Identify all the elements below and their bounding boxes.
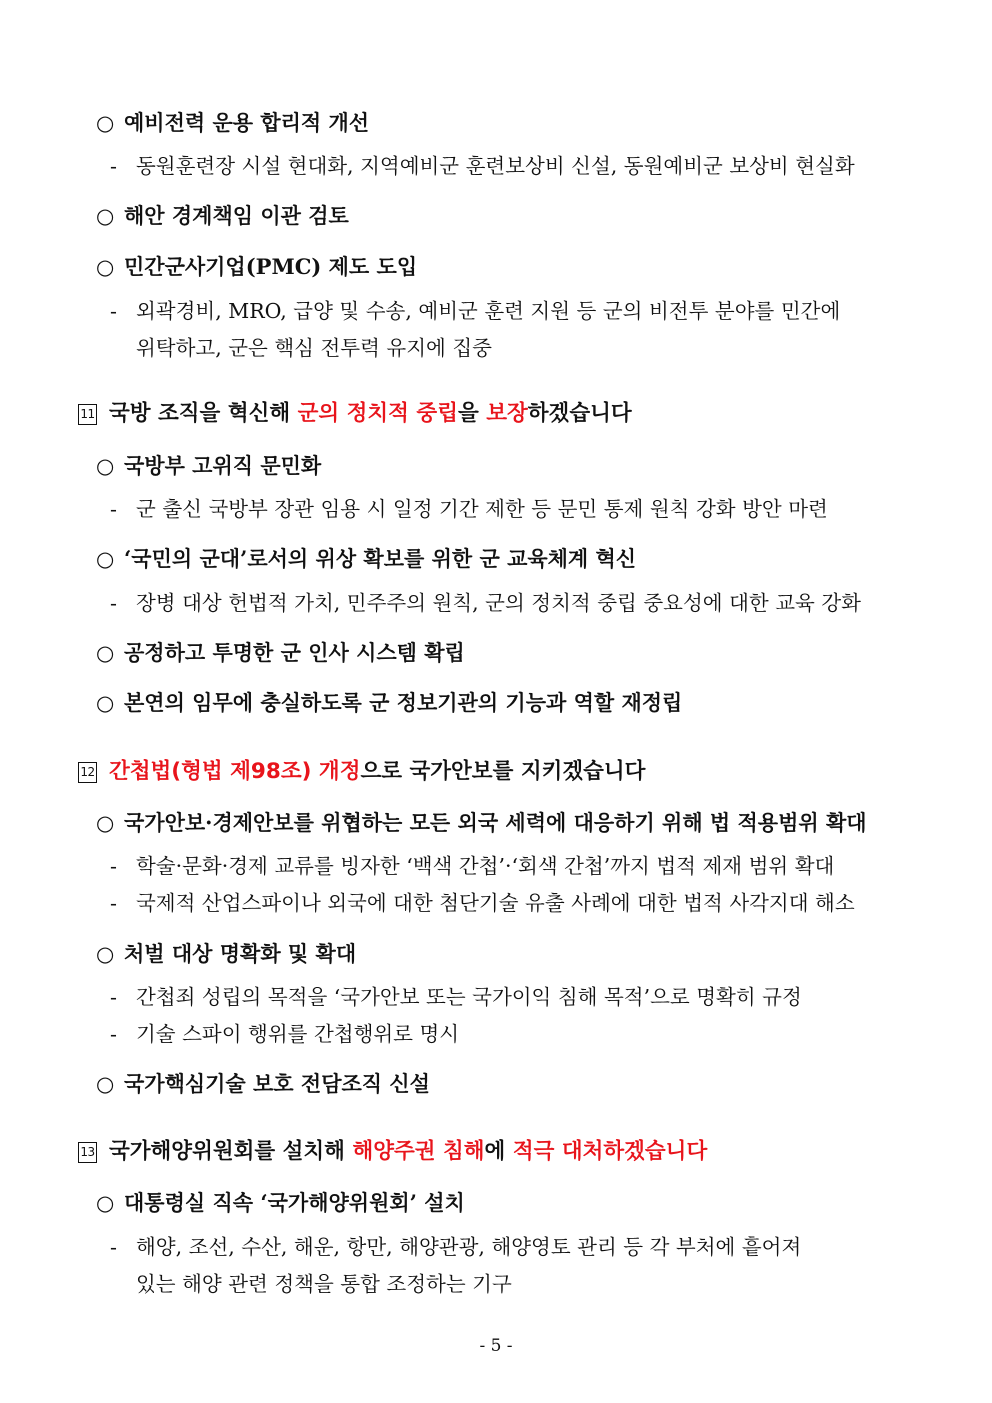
item-text: 민간군사기업(PMC) 제도 도입 (124, 254, 418, 279)
sub-item: - 국제적 산업스파이나 외국에 대한 첨단기술 유출 사례에 대한 법적 사각지대 해소 (110, 891, 855, 915)
circle-bullet: ○ (96, 691, 115, 715)
sub-item-text: 동원훈련장 시설 현대화, 지역예비군 훈련보상비 신설, 동원예비군 보상비 현실화 (136, 154, 855, 178)
circle-bullet: ○ (96, 547, 115, 571)
section-heading-12: 12 간첩법(형법 제98조) 개정으로 국가안보를 지키겠습니다 (78, 754, 645, 785)
circle-bullet: ○ (96, 204, 115, 228)
circle-bullet: ○ (96, 811, 115, 835)
dash-bullet: - (110, 497, 117, 521)
bullet-item: ○ 국방부 고위직 문민화 (96, 453, 322, 478)
dash-bullet: - (110, 985, 117, 1009)
dash-bullet: - (110, 154, 117, 178)
bullet-item (96, 200, 349, 230)
circle-bullet: ○ (96, 1072, 115, 1096)
item-text: 예비전력 운용 합리적 개선 (124, 110, 370, 135)
section-number: 13 (78, 1142, 97, 1163)
sub-item-continuation: 위탁하고, 군은 핵심 전투력 유지에 집중 (136, 336, 492, 360)
bullet-item: ○ 국가안보·경제안보를 위협하는 모든 외국 세력에 대응하기 위해 법 적용범위 확대 (96, 810, 867, 835)
section-number: 12 (78, 762, 97, 783)
section-heading-13: 13 국가해양위원회를 설치해 해양주권 침해에 적극 대처하겠습니다 (78, 1134, 707, 1165)
sub-item: - 간첩죄 성립의 목적을 ‘국가안보 또는 국가이익 침해 목적’으로 명확히 규정 (110, 985, 802, 1009)
section-heading-11: 11 국방 조직을 혁신해 군의 정치적 중립을 보장하겠습니다 (78, 396, 632, 427)
section-number: 11 (78, 404, 97, 425)
dash-bullet: - (110, 1235, 117, 1259)
sub-item-text: 외곽경비, MRO, 급양 및 수송, 예비군 훈련 지원 등 군의 비전투 분야를 민간에 (136, 299, 841, 323)
dash-bullet: - (110, 1022, 117, 1046)
bullet-item: ○ 처벌 대상 명확화 및 확대 (96, 941, 357, 966)
sub-item: - 군 출신 국방부 장관 임용 시 일정 기간 제한 등 문민 통제 원칙 강화 방안 마련 (110, 497, 828, 521)
bullet-item (96, 251, 417, 281)
sub-item: - 기술 스파이 행위를 간첩행위로 명시 (110, 1022, 460, 1046)
dash-bullet: - (110, 299, 117, 323)
circle-bullet: ○ (96, 942, 115, 966)
sub-item (110, 149, 855, 179)
dash-bullet: - (110, 854, 117, 878)
sub-item: - 장병 대상 헌법적 가치, 민주주의 원칙, 군의 정치적 중립 중요성에 대한 교육 강화 (110, 591, 861, 615)
dash-bullet: - (110, 591, 117, 615)
circle-bullet: ○ (96, 454, 115, 478)
bullet-item: ○ 국가핵심기술 보호 전담조직 신설 (96, 1071, 430, 1096)
circle-bullet: ○ (96, 111, 115, 135)
dash-bullet: - (110, 891, 117, 915)
bullet-item: ○ 공정하고 투명한 군 인사 시스템 확립 (96, 640, 465, 665)
bullet-item (96, 107, 369, 137)
bullet-item: ○ 본연의 임무에 충실하도록 군 정보기관의 기능과 역할 재정립 (96, 690, 683, 715)
item-text: 해안 경계책임 이관 검토 (124, 203, 349, 228)
circle-bullet: ○ (96, 255, 115, 279)
circle-bullet: ○ (96, 641, 115, 665)
bullet-item: ○ ‘국민의 군대’로서의 위상 확보를 위한 군 교육체계 혁신 (96, 546, 637, 571)
sub-item (110, 294, 840, 324)
sub-item: - 학술·문화·경제 교류를 빙자한 ‘백색 간첩’·‘회색 간첩’까지 법적 제재 범위 확대 (110, 854, 835, 878)
sub-item: - 해양, 조선, 수산, 해운, 항만, 해양관광, 해양영토 관리 등 각 부처에 흩어져 (110, 1235, 802, 1259)
bullet-item: ○ 대통령실 직속 ‘국가해양위원회’ 설치 (96, 1190, 465, 1215)
sub-item-continuation: 있는 해양 관련 정책을 통합 조정하는 기구 (136, 1272, 512, 1296)
page-number: - 5 - (479, 1336, 513, 1356)
circle-bullet: ○ (96, 1191, 115, 1215)
